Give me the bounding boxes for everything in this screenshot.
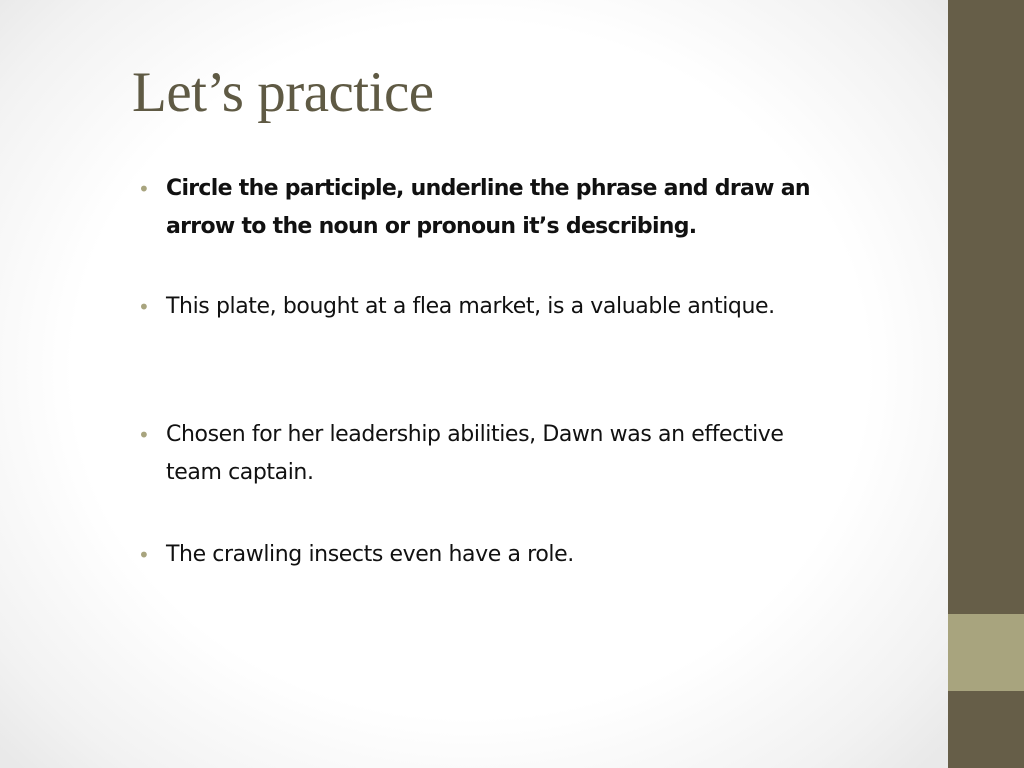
slide-title: Let’s practice	[132, 61, 434, 124]
bullet-text: Chosen for her leadership abilities, Dawn was an effective team captain.	[166, 422, 784, 485]
bullet-dot-icon: •	[138, 295, 150, 319]
bullet-dot-icon: •	[138, 423, 150, 447]
bullet-text: The crawling insects even have a role.	[166, 542, 574, 567]
bullet-dot-icon: •	[138, 177, 150, 201]
bullet-text: Circle the participle, underline the phrase and draw an arrow to the noun or pronoun it’s describing.	[166, 176, 810, 239]
bullet-text: This plate, bought at a flea market, is a valuable antique.	[166, 294, 775, 319]
bullet-dot-icon: •	[138, 543, 150, 567]
side-accent-block	[948, 614, 1024, 691]
